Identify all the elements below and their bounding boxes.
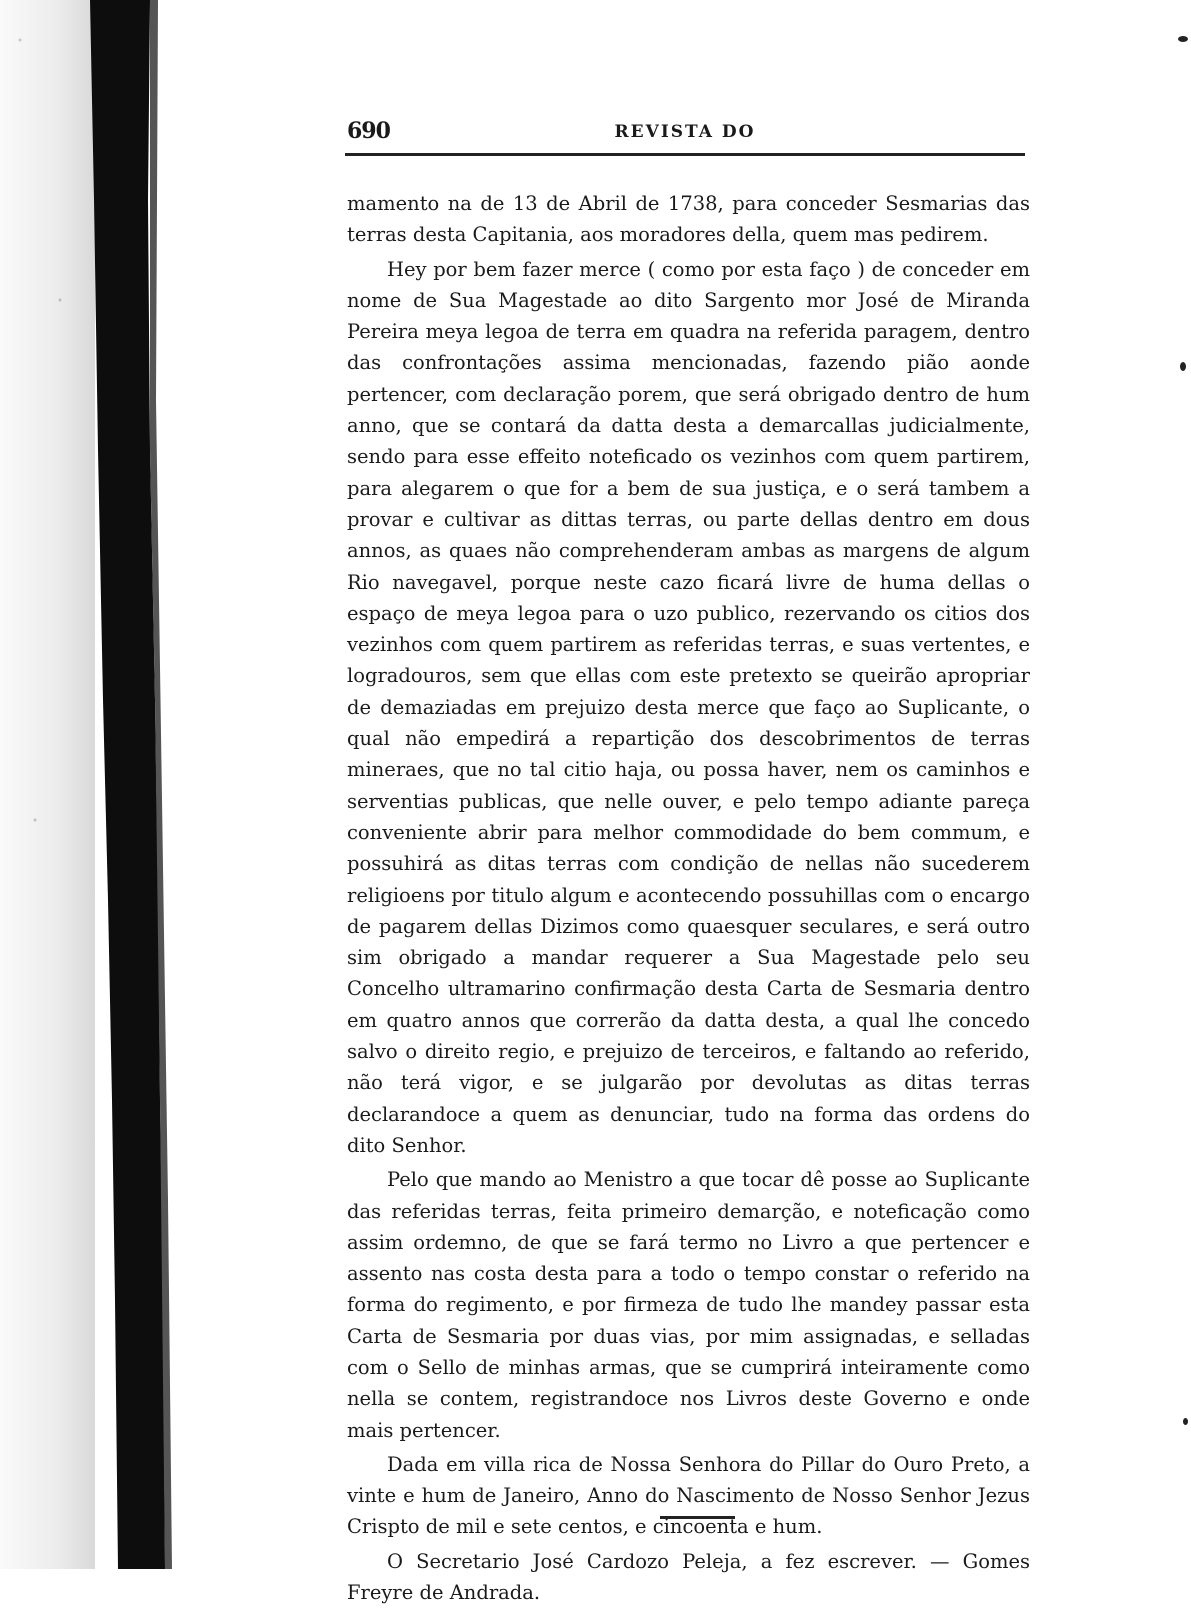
- paragraph-grant: Hey por bem fazer merce ( como por esta faço ) de conceder em nome de Sua Magestade ao dito Sargento mor José de Miranda Pereira meya legoa de terra em quadra na referida paragem, dentro das confrontações assima mencionadas, fazendo pião aonde pertencer, com declaração porem, que será obrigado dentro de hum anno, que se contará da datta desta a demarcallas judicialmente, sendo para esse effeito noteficado os vezinhos com quem partirem, para alegarem o que for a bem de sua justiça, e o será tambem a provar e cultivar as dittas terras, ou parte dellas dentro em dous annos, as quaes não comprehenderam ambas as margens de algum Rio navegavel, porque neste cazo ficará livre de huma dellas o espaço de meya legoa para o uzo publico, rezervando os citios dos vezinhos com quem partirem as referidas terras, e suas vertentes, e logradouros, sem que ellas com este pretexto se queirão apropriar de demaziadas em prejuizo desta merce que faço ao Suplicante, o qual não empedirá a repartição dos descobrimentos de terras mineraes, que no tal citio haja, ou possa haver, nem os caminhos e serventias publicas, que nelle ouver, e pelo tempo adiante pareça conveniente abrir para melhor commodidade do bem commum, e possuhirá as ditas terras com condição de nellas não sucederem religioens por titulo algum e acontecendo possuhillas com o encargo de pagarem dellas Dizimos como quaesquer seculares, e será outro sim obrigado a mandar requerer a Sua Magestade pelo seu Concelho ultramarino confirmação desta Carta de Sesmaria dentro em quatro annos que correrão da datta desta, a qual lhe concedo salvo o direito regio, e prejuizo de terceiros, e faltando ao referido, não terá vigor, e se julgarão por devolutas as ditas terras declarandoce a quem as denunciar, tudo na forma das ordens do dito Senhor.: [347, 257, 1030, 1157]
- end-rule: [660, 1516, 735, 1519]
- paragraph-order: Pelo que mando ao Menistro a que tocar dê posse ao Suplicante das referidas terras, feita primeiro demarção, e noteficação como assim ordemno, de que se fará termo no Livro a que pertencer e assento nas costa desta para a todo o tempo constar o referido na forma do regimento, e por firmeza de tudo lhe mandey passar esta Carta de Sesmaria por duas vias, por mim assignadas, e selladas com o Sello de minhas armas, que se cumprirá inteiramente como nella se contem, registrandoce nos Livros deste Governo e onde mais pertencer.: [347, 1168, 1030, 1442]
- running-title: REVISTA DO: [614, 122, 756, 142]
- paragraph-signature: O Secretario José Cardozo Peleja, a fez escrever. — Gomes Freyre de Andrada.: [347, 1549, 1030, 1605]
- paragraph-dating: Dada em villa rica de Nossa Senhora do Pillar do Ouro Preto, a vinte e hum de Janeiro, Anno do Nascimento de Nosso Senhor Jezus Crispto de mil e sete centos, e cincoenta e hum.: [347, 1452, 1030, 1539]
- page-body: [347, 188, 1030, 1608]
- scan-speck: [1178, 36, 1188, 42]
- paragraph-continuation: mamento na de 13 de Abril de 1738, para conceder Sesmarias das terras desta Capitania, aos moradores della, quem mas pedirem.: [347, 192, 1030, 247]
- scan-speck: [1180, 362, 1186, 371]
- page-number: 690: [347, 118, 390, 144]
- scan-speck: [1183, 1418, 1188, 1425]
- binding-shadow: [0, 0, 180, 1569]
- header-rule: [345, 153, 1025, 156]
- page-header: [345, 118, 1025, 148]
